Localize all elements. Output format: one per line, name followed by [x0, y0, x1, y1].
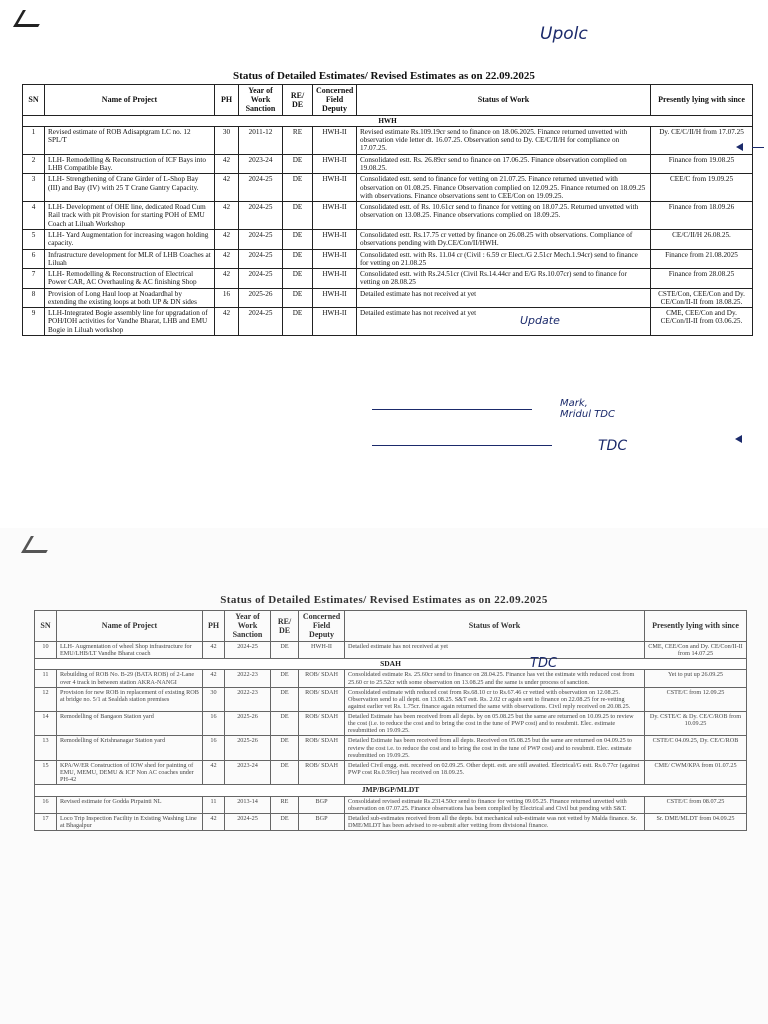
cell-sn: 4 [23, 202, 45, 230]
cell-year: 2025-26 [225, 736, 271, 760]
cell-status: Consolidated estimate Rs. 25.60cr send to finance on 28.04.25. Finance has vet the estimate with reduced cost from 25.60 cr to 25.52cr with some observation on 13.08.25 and the same is under process of sanction. [345, 670, 645, 687]
header-re-de: RE/ DE [283, 85, 313, 116]
cell-ph: 42 [215, 174, 239, 202]
cell-deputy: HWH-II [313, 202, 357, 230]
cell-sn: 17 [35, 814, 57, 831]
cell-lying: CSTE/C from 12.09.25 [645, 687, 747, 711]
cell-sn: 12 [35, 687, 57, 711]
cell-project: Infrastructure development for MLR of LHB Coaches at Liluah [45, 249, 215, 269]
cell-ph: 30 [215, 126, 239, 154]
cell-lying: CSTE/C from 08.07.25 [645, 796, 747, 813]
cell-sn: 1 [23, 126, 45, 154]
header-lying: Presently lying with since [645, 611, 747, 642]
header-deputy: Concerned Field Deputy [313, 85, 357, 116]
cell-deputy: HWH-II [313, 288, 357, 308]
table-row [35, 687, 747, 711]
table-row [23, 308, 753, 336]
page-title: Status of Detailed Estimates/ Revised Estimates as on 22.09.2025 [220, 594, 548, 606]
cell-re-de: DE [283, 249, 313, 269]
cell-status: Consolidated revised estimate Rs.2314.50cr send to finance for vetting 09.05.25. Finance returned unvetted with observation on 07.07.25. Finance observations has been complied by Electrical and Civil but pending with S&T. [345, 796, 645, 813]
cell-deputy: ROB/ SDAH [299, 736, 345, 760]
cell-ph: 42 [203, 814, 225, 831]
cell-year: 2013-14 [225, 796, 271, 813]
cell-ph: 42 [203, 760, 225, 784]
cell-status: Consolidated estt. send to finance for vetting on 21.07.25. Finance returned unvetted with observation on 01.08.25. Finance Observation complied on 12.09.25. Finance returned on 18.09.25 with observations. Finance observations sent to CEE/Con on 19.09.25. [357, 174, 651, 202]
cell-sn: 9 [23, 308, 45, 336]
cell-sn: 2 [23, 154, 45, 174]
cell-year: 2024-25 [239, 308, 283, 336]
cell-lying: Dy. CSTE/C & Dy. CE/C/ROB from 10.09.25 [645, 712, 747, 736]
arrow-icon [736, 143, 743, 151]
cell-re-de: DE [283, 154, 313, 174]
cell-year: 2023-24 [225, 760, 271, 784]
table-header-row [23, 85, 753, 116]
cell-ph: 42 [203, 641, 225, 658]
cell-ph: 16 [203, 736, 225, 760]
cell-sn: 10 [35, 641, 57, 658]
cell-project: LLH- Remodelling & Reconstruction of Electrical Power CAR, AC Overhauling & AC finishing Shop [45, 269, 215, 289]
cell-project: Loco Trip Inspection Facility in Existing Washing Line at Bhagalpur [57, 814, 203, 831]
cell-deputy: HWH-II [313, 249, 357, 269]
cell-year: 2024-25 [239, 229, 283, 249]
cell-project: LLH- Development of OHE line, dedicated Road Cum Rail track with pit Provision for starting POH of EMU Coach at Liluah Workshop [45, 202, 215, 230]
table-row [35, 814, 747, 831]
cell-lying: Yet to put up 26.09.25 [645, 670, 747, 687]
cell-sn: 6 [23, 249, 45, 269]
header-year: Year of Work Sanction [239, 85, 283, 116]
handwritten-arrow [752, 147, 764, 148]
corner-mark-icon [21, 536, 56, 553]
table-row [23, 269, 753, 289]
section-label: SDAH [35, 658, 747, 670]
cell-re-de: DE [271, 760, 299, 784]
cell-year: 2025-26 [239, 288, 283, 308]
cell-deputy: HWH-II [299, 641, 345, 658]
cell-sn: 16 [35, 796, 57, 813]
cell-sn: 8 [23, 288, 45, 308]
table-row [23, 126, 753, 154]
header-re-de: RE/ DE [271, 611, 299, 642]
table-row [35, 736, 747, 760]
cell-re-de: DE [271, 670, 299, 687]
document-page-2 [0, 528, 768, 1024]
page-title: Status of Detailed Estimates/ Revised Estimates as on 22.09.2025 [233, 70, 535, 82]
cell-lying: Finance from 21.08.2025 [651, 249, 753, 269]
cell-lying: Finance from 18.09.26 [651, 202, 753, 230]
cell-year: 2024-25 [239, 269, 283, 289]
cell-ph: 30 [203, 687, 225, 711]
table-row [35, 796, 747, 813]
cell-project: Remodelling of Krishnanagar Station yard [57, 736, 203, 760]
header-ph: PH [215, 85, 239, 116]
cell-status: Detailed Estimate has been received from all depts. Received on 05.08.25 but the same are returned on 04.09.25 to review the cost i.e. to reduce the cost and to bring the cost in the tune of PWP cost) and to resubmit. Elec. estimate resubmitted on 19.09.25. [345, 736, 645, 760]
cell-project: LLH- Strengthening of Crane Girder of L-Shop Bay (III) and Bay (IV) with 25 T Crane Gantry Capacity. [45, 174, 215, 202]
cell-re-de: DE [283, 229, 313, 249]
cell-deputy: ROB/ SDAH [299, 670, 345, 687]
corner-mark-icon [13, 10, 48, 27]
cell-year: 2024-25 [239, 174, 283, 202]
cell-re-de: RE [271, 796, 299, 813]
header-status: Status of Work [357, 85, 651, 116]
cell-status: Consolidated estt. Rs. 26.89cr send to finance on 17.06.25. Finance observation complied on 19.08.25. [357, 154, 651, 174]
cell-year: 2024-25 [225, 641, 271, 658]
section-row-hwh [23, 115, 753, 126]
cell-sn: 3 [23, 174, 45, 202]
table-row [35, 670, 747, 687]
cell-lying: Dy. CE/C/II/H from 17.07.25 [651, 126, 753, 154]
handwritten-note-top: Upolc [540, 24, 588, 44]
cell-ph: 42 [215, 229, 239, 249]
status-table [22, 84, 753, 336]
header-year: Year of Work Sanction [225, 611, 271, 642]
cell-status: Detailed estimate has not received at yet [357, 288, 651, 308]
cell-ph: 42 [215, 202, 239, 230]
cell-status: Detailed estimate has not received at yet [345, 641, 645, 658]
cell-lying: CEE/C from 19.09.25 [651, 174, 753, 202]
cell-deputy: HWH-II [313, 126, 357, 154]
cell-status: Consolidated estt. with Rs. 11.04 cr (Civil : 6.59 cr Elect./G 2.51cr Mech.1.94cr) send to finance for vetting on 21.08.25 [357, 249, 651, 269]
cell-project: LLH- Yard Augmentation for increasing wagon holding capacity. [45, 229, 215, 249]
cell-deputy: ROB/ SDAH [299, 712, 345, 736]
cell-status: Consolidated estt. with Rs.24.51cr (Civil Rs.14.44cr and E/G Rs.10.07cr) send to finance for vetting on 28.08.25 [357, 269, 651, 289]
cell-ph: 42 [215, 249, 239, 269]
header-project: Name of Project [45, 85, 215, 116]
table-row [23, 229, 753, 249]
handwritten-note-tdc: TDC [530, 656, 558, 671]
cell-status: Consolidated estt. of Rs. 10.61cr send to finance for vetting on 18.07.25. Returned unvetted with observation on 13.08.25. Finance observations complied on 18.09.25. [357, 202, 651, 230]
header-sn: SN [23, 85, 45, 116]
header-deputy: Concerned Field Deputy [299, 611, 345, 642]
cell-deputy: HWH-II [313, 308, 357, 336]
table-row [35, 760, 747, 784]
cell-project: LLH- Remodelling & Reconstruction of ICF Bays into LHB Compatible Bay. [45, 154, 215, 174]
cell-deputy: ROB/ SDAH [299, 687, 345, 711]
cell-year: 2024-25 [239, 202, 283, 230]
section-row-jmp [35, 785, 747, 797]
table-row [23, 174, 753, 202]
cell-re-de: DE [271, 814, 299, 831]
cell-year: 2011-12 [239, 126, 283, 154]
cell-sn: 15 [35, 760, 57, 784]
cell-project: LLH-Integrated Bogie assembly line for upgradation of POH/IOH activities for Vandhe Bharat, LHB and EMU Bogie in Liluah workshop [45, 308, 215, 336]
cell-sn: 11 [35, 670, 57, 687]
header-status: Status of Work [345, 611, 645, 642]
cell-status: Detailed Estimate has been received from all depts. by on 05.08.25 but the same are returned on 10.09.25 to review the cost (i.e. to reduce the cost and to bring the cost in the tune of PWP cost) and to resubmit. Elec. estimate resubmitted on 19.09.25. [345, 712, 645, 736]
cell-lying: Sr. DME/MLDT from 04.09.25 [645, 814, 747, 831]
cell-ph: 16 [203, 712, 225, 736]
cell-lying: Finance from 19.08.25 [651, 154, 753, 174]
cell-deputy: ROB/ SDAH [299, 760, 345, 784]
cell-re-de: DE [271, 687, 299, 711]
cell-lying: CE/C/II/H 26.08.25. [651, 229, 753, 249]
cell-ph: 42 [215, 308, 239, 336]
cell-lying: CSTE/Con, CEE/Con and Dy. CE/Con/II-II from 18.08.25. [651, 288, 753, 308]
handwritten-note-mark: Mark, Mridul TDC [560, 398, 615, 420]
cell-ph: 11 [203, 796, 225, 813]
section-row-sdah [35, 658, 747, 670]
cell-deputy: BGP [299, 796, 345, 813]
cell-lying: CME, CEE/Con and Dy. CE/Con/II-II from 03.06.25. [651, 308, 753, 336]
cell-status: Consolidated estimate with reduced cost from Rs.68.10 cr to Rs.67.46 cr vetted with observation on 12.08.25. Observation send to all deptt. on 13.08.25. S&T estt. Rs. 2.02 cr again sent to finance on 22.08.25 for re-vetting against earlier vet Rs. 1.75cr. finance again returned the same with observations. Civil reply received on 20.08.25. [345, 687, 645, 711]
cell-sn: 5 [23, 229, 45, 249]
cell-status: Revised estimate Rs.109.19cr send to finance on 18.06.2025. Finance returned unvetted with observation vide letter dt. 16.07.25. Observation send to Dy. CE/C/II/H for compliance on 17.07.25. [357, 126, 651, 154]
cell-lying: CME/ CWM/KPA from 01.07.25 [645, 760, 747, 784]
cell-lying: CME, CEE/Con and Dy. CE/Con/II-II from 14.07.25 [645, 641, 747, 658]
cell-deputy: HWH-II [313, 154, 357, 174]
cell-project: Revised estimate for Godda Pirpainti NL [57, 796, 203, 813]
header-project: Name of Project [57, 611, 203, 642]
cell-project: Rebuilding of ROB No. B-29 (BATA ROB) of 2-Lane over 4 track in between station AKRA-NANGI [57, 670, 203, 687]
cell-status: Detailed Civil engg. estt. received on 02.09.25. Other deptt. estt. are still awaited. Electrical/G estt. Rs.0.77cr (against PWP cost Rs.0.59cr) has received on 18.09.25. [345, 760, 645, 784]
cell-ph: 42 [203, 670, 225, 687]
cell-re-de: DE [283, 174, 313, 202]
cell-ph: 16 [215, 288, 239, 308]
cell-status: Consolidated estt. Rs.17.75 cr vetted by finance on 26.08.25 with observations. Compliance of observations pending with Dy.CE/Con/II/HWH. [357, 229, 651, 249]
handwritten-note-tdc: TDC [598, 438, 628, 454]
cell-re-de: DE [283, 202, 313, 230]
cell-year: 2022-23 [225, 670, 271, 687]
cell-ph: 42 [215, 154, 239, 174]
table-row [35, 712, 747, 736]
cell-year: 2024-25 [239, 249, 283, 269]
section-label: HWH [23, 115, 753, 126]
cell-year: 2024-25 [225, 814, 271, 831]
cell-ph: 42 [215, 269, 239, 289]
cell-year: 2023-24 [239, 154, 283, 174]
cell-project: Remodelling of Bangaon Station yard [57, 712, 203, 736]
cell-re-de: DE [283, 308, 313, 336]
header-ph: PH [203, 611, 225, 642]
cell-re-de: DE [283, 288, 313, 308]
cell-lying: Finance from 28.08.25 [651, 269, 753, 289]
cell-year: 2022-23 [225, 687, 271, 711]
table-row [23, 202, 753, 230]
cell-deputy: BGP [299, 814, 345, 831]
header-sn: SN [35, 611, 57, 642]
cell-sn: 14 [35, 712, 57, 736]
cell-re-de: DE [271, 641, 299, 658]
handwritten-note-update: Update [520, 314, 560, 327]
table-row [35, 641, 747, 658]
handwritten-underline [372, 445, 552, 446]
cell-deputy: HWH-II [313, 269, 357, 289]
table-header-row [35, 611, 747, 642]
cell-sn: 7 [23, 269, 45, 289]
handwritten-underline [372, 409, 532, 410]
cell-deputy: HWH-II [313, 229, 357, 249]
cell-re-de: RE [283, 126, 313, 154]
table-row [23, 288, 753, 308]
cell-sn: 13 [35, 736, 57, 760]
cell-re-de: DE [271, 736, 299, 760]
section-label: JMP/BGP/MLDT [35, 785, 747, 797]
cell-project: Revised estimate of ROB Adisaptgram LC no. 12 SPL/T [45, 126, 215, 154]
table-row [23, 154, 753, 174]
cell-re-de: DE [271, 712, 299, 736]
cell-status: Detailed sub-estimates received from all the depts. but mechanical sub-estimate was not vetted by Malda finance. Sr. DME/MLDT has been advised to re-submit after vetting from divisional finance. [345, 814, 645, 831]
cell-project: KPA/W/ER Construction of IOW shed for painting of EMU, MEMU, DEMU & ICF Non AC coaches under PH-42 [57, 760, 203, 784]
status-table [34, 610, 747, 831]
header-lying: Presently lying with since [651, 85, 753, 116]
cell-lying: CSTE/C 04.09.25, Dy. CE/C/ROB [645, 736, 747, 760]
table-row [23, 249, 753, 269]
cell-year: 2025-26 [225, 712, 271, 736]
cell-project: LLH- Augmentation of wheel Shop infrastructure for EMU/LHB/LT Vandhe Bharat coach [57, 641, 203, 658]
cell-project: Provision of Long Haul loop at Noadardhal by extending the existing loops at both UP & DN sides [45, 288, 215, 308]
cell-project: Provision for new ROB in replacement of existing ROB at bridge no. 5/1 at Sealdah station premises [57, 687, 203, 711]
cell-re-de: DE [283, 269, 313, 289]
cell-deputy: HWH-II [313, 174, 357, 202]
arrow-icon [735, 435, 742, 443]
cell-status: Detailed estimate has not received at yet [357, 308, 651, 336]
